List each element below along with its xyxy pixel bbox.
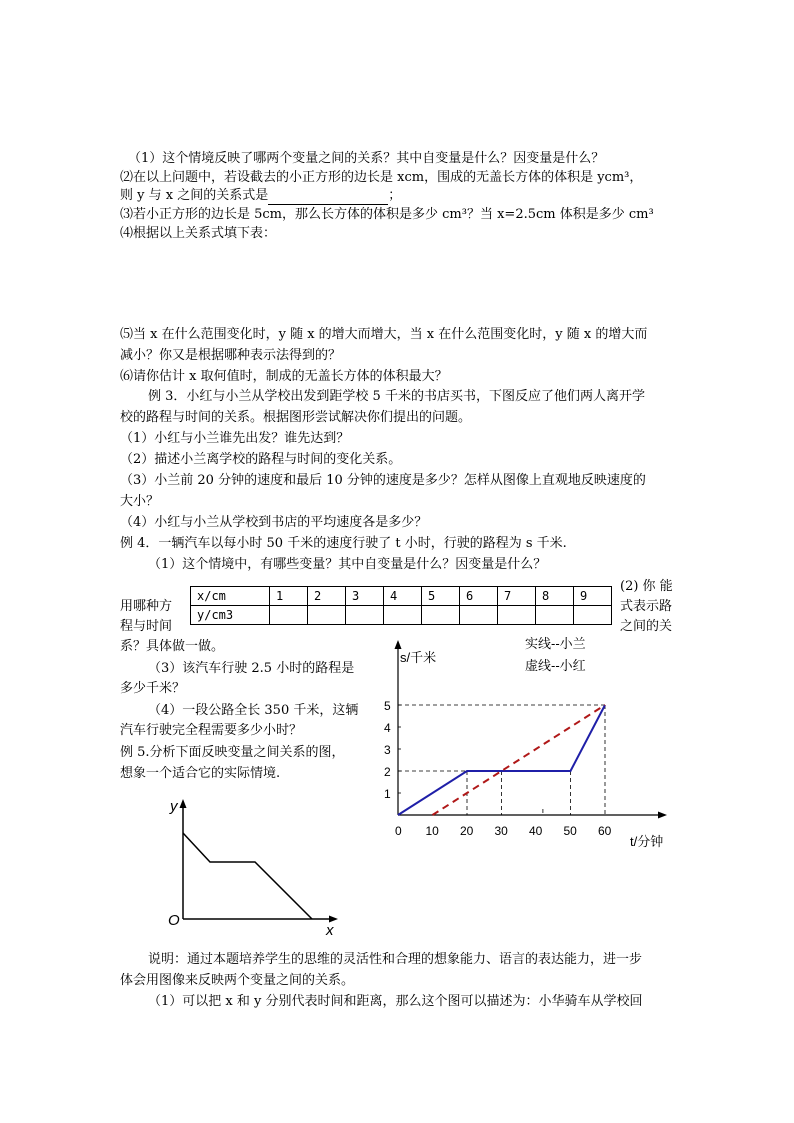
x-tick-label: 10 [425, 824, 439, 838]
question-6: ⑹请你估计 x 取何值时，制成的无盖长方体的体积最大？ [120, 369, 448, 384]
x-tick-label: 60 [598, 824, 612, 838]
example-3-q1: （1）小红与小兰谁先出发？谁先达到？ [120, 431, 350, 446]
y-axis-label: y [170, 798, 178, 815]
note-line-3: （1）可以把 x 和 y 分别代表时间和距离，那么这个图可以描述为：小华骑车从学校回 [148, 994, 643, 1009]
value-table [190, 586, 612, 625]
table-cell: 8 [536, 587, 574, 606]
example-4-q2-left-3: 系？具体做一做。 [120, 639, 225, 654]
y-tick-label: 1 [384, 787, 391, 801]
x-axis-label: t/分钟 [630, 834, 664, 849]
x-tick-label: 50 [563, 824, 577, 838]
question-5-line-2: 减小？你又是根据哪种表示法得到的？ [120, 348, 342, 363]
question-3: ⑶若小正方形的边长是 5cm，那么长方体的体积是多少 cm³？当 x=2.5cm 体积是多少 cm³ [120, 207, 654, 222]
y-tick-label: 4 [384, 721, 391, 735]
x-axis-arrow [658, 812, 667, 819]
example-4-q2-right-3: 之间的关 [620, 619, 673, 634]
example-5-line-1: 例 5.分析下面反映变量之间关系的图， [120, 745, 345, 760]
y-axis-arrow [395, 640, 402, 649]
table-cell: 5 [422, 587, 460, 606]
example-3-q3-line-2: 大小？ [120, 494, 160, 509]
example-3-q4: （4）小红与小兰从学校到书店的平均速度各是多少？ [120, 515, 428, 530]
question-1: （1）这个情境反映了哪两个变量之间的关系？其中自变量是什么？因变量是什么？ [128, 151, 605, 166]
series-line-xiaolan [398, 705, 605, 815]
example-4-q1: （1）这个情境中，有哪些变量？其中自变量是什么？因变量是什么？ [148, 557, 547, 572]
table-cell-empty [422, 606, 460, 625]
distance-time-graph [360, 630, 690, 860]
table-cell-empty [270, 606, 308, 625]
table-cell: 9 [574, 587, 612, 606]
table-header-x: x/cm [191, 587, 270, 606]
relationship-line [183, 833, 312, 919]
legend-dashed: 虚线--小红 [525, 658, 586, 673]
answer-blank [268, 192, 388, 205]
note-line-1: 说明：通过本题培养学生的思维的灵活性和合理的想象能力、语言的表达能力，进一步 [148, 952, 643, 967]
table-cell-empty [346, 606, 384, 625]
example-4-q3-line-2: 多少千米？ [120, 681, 186, 696]
y-tick-label: 2 [384, 765, 391, 779]
note-line-2: 体会用图像来反映两个变量之间的关系。 [120, 973, 355, 988]
y-tick-label: 3 [384, 743, 391, 757]
x-tick-label: 0 [395, 824, 402, 838]
example-4-q2-right-1: (2) 你 能 [620, 579, 673, 594]
table-row [191, 587, 612, 606]
table-cell-empty [308, 606, 346, 625]
x-tick-label: 40 [529, 824, 543, 838]
table-cell-empty [574, 606, 612, 625]
x-tick-label: 20 [460, 824, 474, 838]
example-5-line-2: 想象一个适合它的实际情境. [120, 766, 281, 781]
example-5-graph [160, 795, 350, 935]
table-cell: 2 [308, 587, 346, 606]
x-tick-label: 30 [494, 824, 508, 838]
table-cell: 7 [498, 587, 536, 606]
example-4: 例 4．一辆汽车以每小时 50 千米的速度行驶了 t 小时，行驶的路程为 s 千米. [120, 536, 567, 551]
table-cell: 6 [460, 587, 498, 606]
example-4-q2-right-2: 式表示路 [620, 599, 673, 614]
table-cell-empty [536, 606, 574, 625]
table-cell: 1 [270, 587, 308, 606]
table-cell-empty [460, 606, 498, 625]
question-2-line-2 [120, 187, 401, 205]
example-3-q3-line-1: （3）小兰前 20 分钟的速度和最后 10 分钟的速度是多少？怎样从图像上直观地反映速度的 [120, 473, 646, 488]
table-cell-empty [384, 606, 422, 625]
table-cell-empty [498, 606, 536, 625]
y-axis-arrow [180, 799, 187, 808]
example-4-q2-left-1: 用哪种方 [120, 599, 173, 614]
example-3-q2: （2）描述小兰离学校的路程与时间的变化关系。 [120, 452, 402, 467]
table-cell: 4 [384, 587, 422, 606]
question-2-line-1: ⑵在以上问题中，若设截去的小正方形的边长是 xcm，围成的无盖长方体的体积是 ycm³， [120, 170, 643, 185]
example-4-q2-left-2: 程与时间 [120, 619, 173, 634]
question-4: ⑷根据以上关系式填下表： [120, 226, 277, 241]
table-header-y: y/cm3 [191, 606, 270, 625]
question-2-text: 则 y 与 x 之间的关系式是 [120, 188, 269, 203]
table-row [191, 606, 612, 625]
series-line-xiaohong [433, 705, 606, 815]
example-4-q4-line-1: （4）一段公路全长 350 千米，这辆 [148, 703, 359, 718]
y-axis-label: s/千米 [400, 650, 437, 665]
x-axis-label: x [326, 922, 334, 935]
y-tick-label: 5 [384, 699, 391, 713]
example-4-q4-line-2: 汽车行驶完全程需要多少小时？ [120, 723, 303, 738]
table-cell: 3 [346, 587, 384, 606]
example-4-q3-line-1: （3）该汽车行驶 2.5 小时的路程是 [148, 661, 355, 676]
question-5-line-1: ⑸当 x 在什么范围变化时，y 随 x 的增大而增大，当 x 在什么范围变化时，y 随 x 的增大而 [120, 327, 648, 342]
origin-label: O [168, 912, 180, 929]
example-3-line-2: 校的路程与时间的关系。根据图形尝试解决你们提出的问题。 [120, 410, 472, 425]
example-3-line-1: 例 3．小红与小兰从学校出发到距学校 5 千米的书店买书，下图反应了他们两人离开学 [148, 389, 645, 404]
legend-solid: 实线--小兰 [525, 636, 586, 651]
question-2-end: ； [388, 188, 402, 203]
